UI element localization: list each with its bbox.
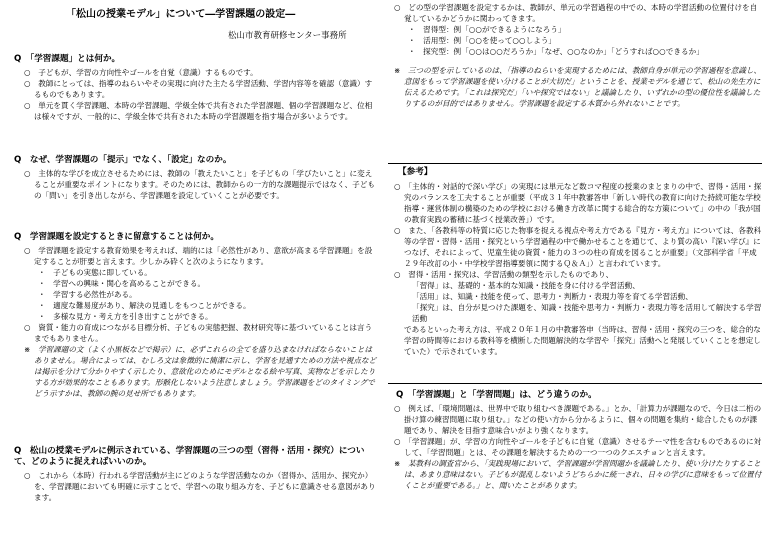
definition-item: 「習得」は、基礎的・基本的な知識・技能を身に付ける学習活動、 [412, 281, 640, 290]
answer-item: ○ 資質・能力の育成につながる目標分析、子どもの実態把握、教材研究等に基づいていることは言うまでもありません。 [24, 323, 373, 343]
divider-line [388, 163, 762, 164]
reference-item: ○ また、「各教科等の特質に応じた物事を捉える視点や考え方である『見方・考え方』については、各教科等の学習・習得・活用・探究という学習過程の中で働かせることを通じて、より質の高い『深い学び』につなげ、それによって、児童生徒の資質・能力の３つの柱の育成を図ることが重要」（文部科学省「平成２９年改訂の小・中学校学習指導要領に関するＱ＆Ａ」）と言われています。 [394, 226, 762, 268]
type-selection-block [394, 2, 762, 109]
organization-name: 松山市教育研修センター事務所 [228, 31, 347, 41]
reference-item: ○ 「主体的・対話的で深い学び」の実現には単元など数コマ程度の授業のまとまりの中で、習得・活用・探究のバランスを工夫することが重要（平成３１年中教審答申「新しい時代の教育に向けた持続可能な学校指導・運営体制の構築のための学校における働き方改革に関する総合的な方策について」の中の「我が国の教育実践の蓄積に基づく授業改善」）です。 [394, 182, 762, 224]
answer-item: ○ 子どもが、学習の方向性やゴールを自覚（意識）するものです。 [24, 68, 258, 77]
criteria-item: ・ 子どもの実態に即している。 [38, 268, 152, 277]
type-list [394, 24, 762, 57]
answer-item: ○ 例えば、「環境問題は、世界中で取り組むべき課題である。」とか、「計算力が課題なので、今日は二桁の掛け算の練習問題に取り組む。」などの使い方から分かるように、個々の問題を集約・総合したものが課題であり、解決を目指す意味合いがより強くなります。 [394, 404, 762, 435]
type-item: ・ 探究型：例「○○は○○だろうか」「なぜ、○○なのか」「どうすれば○○できるか」 [408, 47, 704, 56]
answer-task-vs-problem [394, 403, 762, 491]
answer-item: ○ 学習課題を設定する教育効果を考えれば、端的には「必然性があり、意欲が高まる学習課題」を設定することが肝要と言えます。少しかみ砕くと次のようになります。 [24, 246, 373, 266]
reference-closing: であるといった考え方は、平成２０年１月の中教審答申（当時は、習得・活用・探究の三つを、総合的な学習の時間等における教科等を横断した問題解決的な学習や「探究」活動へと発展していくことを想定していた）で示されています。 [404, 325, 761, 356]
type-item: ・ 活用型：例「○○を使って○○しよう」 [408, 36, 557, 45]
type-item: ・ 習得型：例「○○ができるようになろう」 [408, 25, 566, 34]
criteria-list [24, 267, 378, 322]
answer-three-types [24, 470, 378, 503]
criteria-item: ・ 学習への興味・関心を高めることができる。 [38, 279, 206, 288]
question-task-vs-problem: Q 「学習課題」と「学習問題」は、どう違うのか。 [396, 390, 597, 400]
answer-what-is-task [24, 67, 378, 122]
note: ※ 三つの型を示しているのは、「指導のねらいを実現するためには、教師自身が単元の学習過程を意識し、意図をもって学習課題を使い分けることが大切だ」ということを、授業モデルを通じて、松山の先生方に伝えるためです。「これは探究だ」「いや探究ではない」と議論したり、いずれかの型の優位性を議論したりするのが目的ではありません。学習課題を設定する本質から外れないことです。 [394, 66, 762, 108]
page-title: 「松山の授業モデル」について―学習課題の設定― [66, 9, 296, 20]
answer-points-to-note [24, 245, 378, 399]
question-three-types: Q 松山の授業モデルに例示されている、学習課題の三つの型（習得・活用・探究）について、どのように捉えればいいのか。 [14, 446, 365, 467]
criteria-item: ・ 多様な見方・考え方を引き出すことができる。 [38, 312, 213, 321]
criteria-item: ・ 学習する必然性がある。 [38, 290, 137, 299]
divider-line [388, 383, 762, 384]
criteria-item: ・ 適度な難易度があり、解決の見通しをもつことができる。 [38, 301, 251, 310]
definition-item: 「活用」は、知識・技能を使って、思考力・判断力・表現力等を育てる学習活動、 [412, 292, 693, 301]
definition-item: 「探究」は、自分が見つけた課題を、知識・技能や思考力・判断力・表現力等を活用して解決する学習活動 [412, 303, 762, 323]
answer-item: ○ 「学習課題」が、学習の方向性やゴールを子どもに自覚（意識）させるテーマ性を含むものであるのに対して、「学習問題」とは、その課題を解決するための一つ一つのクエスチョンと言えます。 [394, 437, 762, 457]
reference-heading: 【参考】 [398, 167, 433, 177]
question-points-to-note: Q 学習課題を設定するときに留意することは何か。 [14, 232, 219, 242]
answer-item: ○ これから（本時）行われる学習活動が主にどのような学習活動なのか（習得か、活用か、探究か）を、学習課題においても明確に示すことで、学習への取り組み方を、子どもに意識させる意図があります。 [24, 471, 376, 502]
answer-item: ○ 教師にとっては、指導のねらいやその実現に向けた主たる学習活動、学習内容等を確認（意識）するものでもあります。 [24, 79, 373, 99]
question-why-setting: Q なぜ、学習課題の「提示」でなく、「設定」なのか。 [14, 155, 232, 165]
note: ※ 某教科の調査官から、「実践現場において、学習課題が学習問題かを議論したり、使い分けたりすることは、あまり意味はない。子どもが混乱しないようどちらかに統一され、日々の学びに意味をもって位置付くことが重要である。」と、聞いたことがあります。 [394, 459, 762, 490]
answer-item: ○ 単元を貫く学習課題、本時の学習課題、学級全体で共有された学習課題、個の学習課題など、位相は様々ですが、一般的に、学級全体で共有された本時の学習課題を指す場合が多いようです。 [24, 101, 373, 121]
reference-block [394, 181, 762, 357]
answer-why-setting [24, 168, 378, 201]
note: ※ 学習課題の文（よく小黒板などで掲示）に、必ずこれらの全てを盛り込まなければならないことはありません。場合によっては、むしろ文は象徴的に簡潔に示し、学習を見通すための方法や視点などは掲示を分けて分かりやすく示したり、意欲化のためにモデルとなる絵や写真、実物などを示したりする方が効果的なこともあります。形骸化しないよう注意しましょう。学習課題をどのタイミングでどう示すかは、教師の腕の見せ所でもあります。 [24, 345, 377, 398]
reference-item: ○ 習得・活用・探究は、学習活動の類型を示したものであり、 [394, 270, 614, 279]
answer-item: ○ どの型の学習課題を設定するかは、教師が、単元の学習過程の中での、本時の学習活動の位置付けを自覚しているかどうかに関わってきます。 [394, 3, 758, 23]
question-what-is-task: Q 「学習課題」とは何か。 [14, 54, 121, 64]
answer-item: ○ 主体的な学びを成立させるためには、教師の「教えたいこと」を子どもの「学びたいこと」に変えることが重要なポイントになります。そのためには、教師からの一方的な課題提示ではなく、子どもの「問い」を引き出しながら、学習課題を設定していくことが必要です。 [24, 169, 375, 200]
